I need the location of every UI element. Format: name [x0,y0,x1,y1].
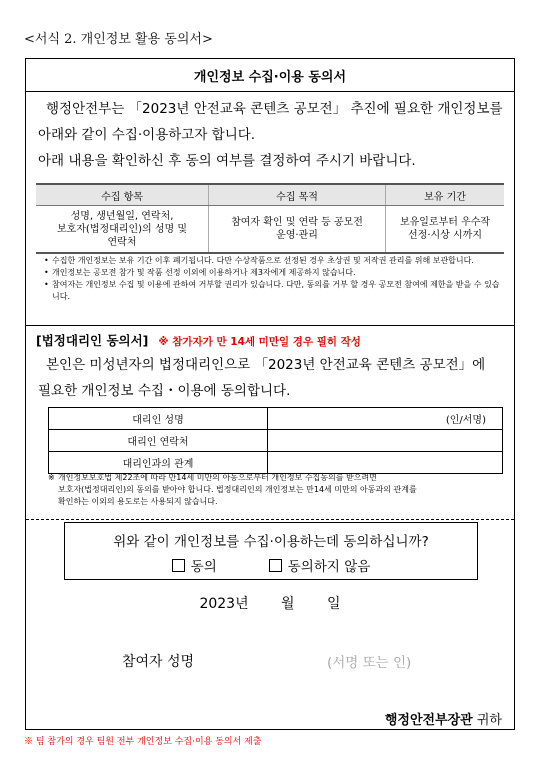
guardian-contact-label: 대리인 연락처 [49,430,268,452]
form-title: 개인정보 수집·이용 동의서 [26,59,514,92]
guardian-heading: [법정대리인 동의서] [36,333,149,348]
table-cell: 참여자 확인 및 연락 등 공모전 운영·관리 [209,206,386,254]
agree-checkbox[interactable] [172,559,185,572]
column-header: 보유 기간 [386,184,505,206]
guardian-statement [38,352,485,404]
guardian-name-label: 대리인 성명 [49,408,268,430]
intro-text [26,96,514,174]
agree-label: 동의 [190,559,217,575]
guardian-table [48,407,503,474]
table-row [49,452,503,474]
note-item: • 개인정보는 공모전 참가 및 작품 선정 이외에 이용하거나 제3자에게 제공하지 않습니다. [42,267,504,279]
guardian-note [48,472,508,508]
guardian-line: 필요한 개인정보 수집・이용에 동의합니다. [38,383,291,399]
note-line: 확인하는 이외의 용도로는 사용되지 않습니다. [58,497,218,506]
guardian-line: 본인은 미성년자의 법정대리인으로 「2023년 안전교육 콘텐츠 공모전」에 [46,357,486,373]
guardian-relation-label: 대리인과의 관계 [49,452,268,474]
note-item: • 참여자는 개인정보 수집 및 이용에 관하여 거부할 권리가 있습니다. 다만, 동의를 거부 할 경우 공모전 참여에 제한을 받을 수 있습니다. [42,279,504,303]
guardian-header [36,331,361,349]
addressee [385,709,502,728]
guardian-name-field[interactable]: (인/서명) [268,408,503,430]
intro-line: 아래와 같이 수집·이용하고자 합니다. [38,127,256,143]
dashed-divider [26,519,514,520]
consent-box [64,522,478,580]
notes-list [42,255,504,303]
guardian-contact-field[interactable] [268,430,503,452]
date-line [26,593,514,613]
note-mark: ※ [48,473,55,482]
consent-question: 위와 같이 개인정보를 수집·이용하는데 동의하십니까? [113,534,429,550]
collection-table [36,183,504,254]
table-cell: 성명, 생년월일, 연락처, 보호자(법정대리인)의 성명 및 연락처 [36,206,209,254]
intro-line: 행정안전부는 「2023년 안전교육 콘텐츠 공모전」 추진에 필요한 개인정보를 [46,101,503,117]
note-item: • 수집한 개인정보는 보유 기간 이후 폐기됩니다. 다만 수상작품으로 선정된 경우 초상권 및 저작권 관리를 위해 보관합니다. [42,255,504,267]
guardian-warning: ※ 참가자가 만 14세 미만일 경우 필히 작성 [158,336,361,348]
guardian-relation-field[interactable] [268,452,503,474]
note-line: 개인정보보호법 제22조에 따라 만14세 미만의 아동으로부터 개인정보 수집동의를 받으려면 [58,473,377,482]
addressee-org: 행정안전부장관 [384,713,473,728]
disagree-label: 동의하지 않음 [287,559,371,575]
consent-form [25,58,515,730]
agree-option[interactable] [172,555,217,575]
footnote: ※ 팀 참가의 경우 팀원 전부 개인정보 수집·이용 동의서 제출 [24,737,262,747]
column-header: 수집 목적 [209,184,386,206]
signer-label: 참여자 성명 [122,654,195,670]
form-label: <서식 2. 개인정보 활용 동의서> [24,32,213,47]
divider [26,325,514,326]
table-row [49,430,503,452]
disagree-checkbox[interactable] [269,559,282,572]
table-cell: 보유일로부터 우수작 선정·시상 시까지 [386,206,505,254]
disagree-option[interactable] [269,555,371,575]
signature-field[interactable]: (서명 또는 인) [327,655,412,671]
column-header: 수집 항목 [36,184,209,206]
date-day: 일 [327,596,341,612]
date-month: 월 [281,596,295,612]
date-year: 2023년 [199,596,249,612]
table-row [49,408,503,430]
intro-line: 아래 내용을 확인하신 후 동의 여부를 결정하여 주시기 바랍니다. [38,153,416,169]
addressee-suffix: 귀하 [476,713,502,728]
note-line: 보호자(법정대리인)의 동의를 받아야 합니다. 법정대리인의 개인정보는 만14세 미만의 아동과의 관계를 [58,485,417,494]
